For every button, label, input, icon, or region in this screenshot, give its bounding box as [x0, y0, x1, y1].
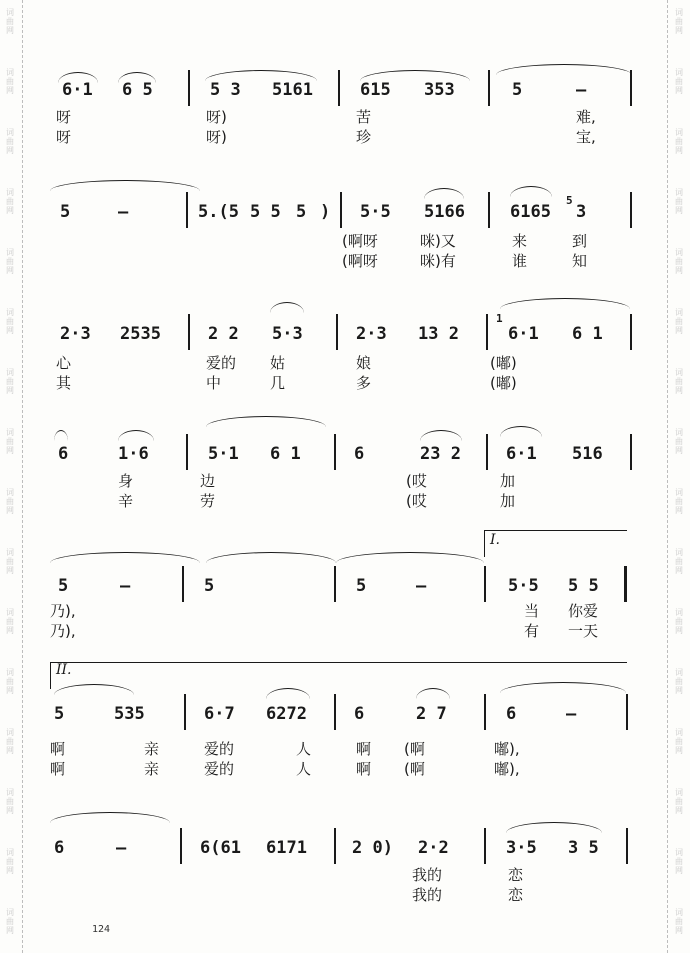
- lyric: 珍: [356, 128, 372, 146]
- lyric: 乃),: [50, 602, 76, 620]
- note: 13 2: [418, 324, 459, 344]
- lyric: 心: [56, 354, 72, 372]
- lyric: (嘟): [490, 354, 517, 372]
- score-system-5: [0, 530, 690, 640]
- note: –: [416, 576, 427, 596]
- barline: [186, 434, 188, 470]
- note: 6: [354, 704, 365, 724]
- barline: [188, 70, 190, 106]
- watermark-text: 词 曲 网: [6, 668, 14, 695]
- barline: [630, 70, 632, 106]
- note: 5·5: [508, 576, 539, 596]
- lyric: (啊呀: [342, 252, 378, 270]
- barline: [626, 828, 628, 864]
- lyric: 啊: [50, 740, 66, 758]
- barline: [484, 694, 486, 730]
- watermark-text: 词 曲 网: [675, 488, 683, 515]
- note: 6·7: [204, 704, 235, 724]
- watermark-text: 词 曲 网: [6, 8, 14, 35]
- barline: [486, 434, 488, 470]
- note: 5: [204, 576, 215, 596]
- lyric: 你爱: [568, 602, 599, 620]
- watermark-text: 词 曲 网: [675, 728, 683, 755]
- note: 6·1: [508, 324, 539, 344]
- score-system-3: [0, 290, 690, 390]
- note: 5: [296, 202, 307, 222]
- lyric: (嘟): [490, 374, 517, 392]
- score-system-4: [0, 408, 690, 508]
- barline: [630, 314, 632, 350]
- page-number: 124: [92, 924, 111, 935]
- watermark-text: 词 曲 网: [675, 908, 683, 935]
- slur: [206, 552, 336, 563]
- note: 3 5: [568, 838, 599, 858]
- lyric: 啊: [356, 760, 372, 778]
- lyric: 爱的: [204, 740, 235, 758]
- watermark-text: 词 曲 网: [675, 308, 683, 335]
- note: 6 1: [572, 324, 603, 344]
- watermark-text: 词 曲 网: [6, 848, 14, 875]
- lyric: (哎: [406, 472, 427, 490]
- watermark-text: 词 曲 网: [6, 908, 14, 935]
- lyric: 乃),: [50, 622, 76, 640]
- lyric: 啊: [50, 760, 66, 778]
- note: 5·3: [272, 324, 303, 344]
- watermark-text: 词 曲 网: [6, 428, 14, 455]
- watermark-text: 词 曲 网: [675, 548, 683, 575]
- note: 3: [576, 202, 587, 222]
- note: 2 7: [416, 704, 447, 724]
- note: 6: [506, 704, 517, 724]
- lyric: 边: [200, 472, 216, 490]
- note: 6·1: [506, 444, 537, 464]
- watermark-text: 词 曲 网: [675, 368, 683, 395]
- note: –: [116, 838, 127, 858]
- score-system-7: [0, 798, 690, 904]
- lyric: 身: [118, 472, 134, 490]
- lyric: 中: [206, 374, 222, 392]
- lyric: 娘: [356, 354, 372, 372]
- watermark-text: 词 曲 网: [6, 188, 14, 215]
- watermark-text: 词 曲 网: [675, 428, 683, 455]
- lyric: 呀): [206, 108, 227, 126]
- volta-bracket-1: [484, 530, 627, 557]
- score-system-2: [0, 172, 690, 272]
- slur: [206, 416, 326, 427]
- barline: [188, 314, 190, 350]
- lyric: 人: [296, 740, 312, 758]
- lyric: 亲: [144, 760, 160, 778]
- note: 6(61: [200, 838, 241, 858]
- watermark-text: 词 曲 网: [6, 308, 14, 335]
- note: 2·3: [356, 324, 387, 344]
- note: 6: [354, 444, 365, 464]
- note: 5 3: [210, 80, 241, 100]
- lyric: 加: [500, 472, 516, 490]
- slur: [416, 688, 450, 699]
- slur: [500, 426, 542, 437]
- watermark-text: 词 曲 网: [6, 488, 14, 515]
- note: 6 5: [122, 80, 153, 100]
- barline: [630, 434, 632, 470]
- lyric: 辛: [118, 492, 134, 510]
- lyric: 嘟),: [494, 760, 520, 778]
- score-system-1: [0, 60, 690, 160]
- lyric: 宝,: [576, 128, 596, 146]
- watermark-text: 词 曲 网: [675, 848, 683, 875]
- note: 2535: [120, 324, 161, 344]
- slur: [54, 430, 68, 441]
- note: –: [118, 202, 129, 222]
- lyric: 难,: [576, 108, 596, 126]
- lyric: (啊呀: [342, 232, 378, 250]
- lyric: (哎: [406, 492, 427, 510]
- barline: [630, 192, 632, 228]
- note: 5.(5: [198, 202, 239, 222]
- note: 5: [356, 576, 367, 596]
- note: 1·6: [118, 444, 149, 464]
- note: 535: [114, 704, 145, 724]
- barline: [626, 694, 628, 730]
- lyric: 咪)又: [420, 232, 456, 250]
- score-system-6: [0, 658, 690, 778]
- barline: [486, 314, 488, 350]
- slur: [266, 688, 310, 699]
- lyric: 嘟),: [494, 740, 520, 758]
- lyric: 恋: [508, 866, 524, 884]
- barline: [484, 828, 486, 864]
- lyric: 知: [572, 252, 588, 270]
- barline: [182, 566, 184, 602]
- lyric: (啊: [404, 760, 425, 778]
- note: 6171: [266, 838, 307, 858]
- note: 6 1: [270, 444, 301, 464]
- note: 516: [572, 444, 603, 464]
- slur: [506, 822, 602, 833]
- note: 6: [58, 444, 69, 464]
- watermark-text: 词 曲 网: [6, 548, 14, 575]
- watermark-text: 词 曲 网: [675, 608, 683, 635]
- barline: [180, 828, 182, 864]
- lyric: 当: [524, 602, 540, 620]
- lyric: 恋: [508, 886, 524, 904]
- barline: [334, 434, 336, 470]
- lyric: 多: [356, 374, 372, 392]
- note: 6·1: [62, 80, 93, 100]
- slur: [50, 552, 200, 563]
- note: 2 2: [208, 324, 239, 344]
- lyric: 有: [524, 622, 540, 640]
- note: 2·2: [418, 838, 449, 858]
- note: 5: [58, 576, 69, 596]
- lyric: 我的: [412, 886, 443, 904]
- watermark-text: 词 曲 网: [675, 788, 683, 815]
- watermark-text: 词 曲 网: [675, 128, 683, 155]
- lyric: 我的: [412, 866, 443, 884]
- lyric: 呀): [206, 128, 227, 146]
- slur: [118, 430, 154, 441]
- lyric: 劳: [200, 492, 216, 510]
- note: 3·5: [506, 838, 537, 858]
- barline: [334, 694, 336, 730]
- note: –: [566, 704, 577, 724]
- watermark-text: 词 曲 网: [675, 188, 683, 215]
- lyric: 呀: [56, 128, 72, 146]
- note: 5 5: [568, 576, 599, 596]
- note: 23 2: [420, 444, 461, 464]
- watermark-text: 词 曲 网: [675, 8, 683, 35]
- lyric: 来: [512, 232, 528, 250]
- note: 5: [54, 704, 65, 724]
- barline: [186, 192, 188, 228]
- note: ): [320, 202, 331, 222]
- note: 5161: [272, 80, 313, 100]
- note: 5: [512, 80, 523, 100]
- note: 353: [424, 80, 455, 100]
- watermark-text: 词 曲 网: [675, 668, 683, 695]
- grace-note: 5: [566, 194, 573, 207]
- slur: [50, 180, 200, 191]
- watermark-text: 词 曲 网: [6, 788, 14, 815]
- slur: [50, 812, 170, 823]
- note: 5: [60, 202, 71, 222]
- lyric: 谁: [512, 252, 528, 270]
- volta-mark: 1: [496, 312, 503, 325]
- watermark-text: 词 曲 网: [675, 68, 683, 95]
- lyric: 一天: [568, 622, 599, 640]
- volta-label-1: I.: [490, 532, 500, 548]
- lyric: 到: [572, 232, 588, 250]
- barline: [488, 70, 490, 106]
- barline: [340, 192, 342, 228]
- volta-label-2: II.: [56, 662, 72, 678]
- note: 5 5: [250, 202, 281, 222]
- slur: [420, 430, 462, 441]
- barline: [334, 828, 336, 864]
- lyric: 加: [500, 492, 516, 510]
- slur: [336, 552, 484, 563]
- lyric: 啊: [356, 740, 372, 758]
- barline: [334, 566, 336, 602]
- watermark-text: 词 曲 网: [6, 128, 14, 155]
- lyric: 亲: [144, 740, 160, 758]
- watermark-text: 词 曲 网: [6, 368, 14, 395]
- slur: [500, 298, 630, 309]
- slur: [510, 186, 552, 197]
- note: 6272: [266, 704, 307, 724]
- note: 5166: [424, 202, 465, 222]
- lyric: 几: [270, 374, 286, 392]
- watermark-text: 词 曲 网: [6, 608, 14, 635]
- slur: [496, 64, 632, 75]
- repeat-barline: [624, 566, 627, 602]
- barline: [184, 694, 186, 730]
- barline: [338, 70, 340, 106]
- lyric: 爱的: [206, 354, 237, 372]
- note: 6165: [510, 202, 551, 222]
- note: –: [576, 80, 587, 100]
- slur: [424, 188, 464, 199]
- lyric: 人: [296, 760, 312, 778]
- watermark-text: 词 曲 网: [6, 728, 14, 755]
- note: 2·3: [60, 324, 91, 344]
- note: 6: [54, 838, 65, 858]
- lyric: 苦: [356, 108, 372, 126]
- lyric: 咪)有: [420, 252, 456, 270]
- watermark-text: 词 曲 网: [6, 248, 14, 275]
- lyric: 爱的: [204, 760, 235, 778]
- watermark-text: 词 曲 网: [6, 68, 14, 95]
- note: 2 0): [352, 838, 393, 858]
- note: 5·5: [360, 202, 391, 222]
- watermark-text: 词 曲 网: [675, 248, 683, 275]
- slur: [270, 302, 304, 313]
- lyric: 呀: [56, 108, 72, 126]
- note: 615: [360, 80, 391, 100]
- note: 5·1: [208, 444, 239, 464]
- lyric: 其: [56, 374, 72, 392]
- barline: [336, 314, 338, 350]
- barline: [488, 192, 490, 228]
- note: –: [120, 576, 131, 596]
- lyric: (啊: [404, 740, 425, 758]
- barline: [484, 566, 486, 602]
- lyric: 姑: [270, 354, 286, 372]
